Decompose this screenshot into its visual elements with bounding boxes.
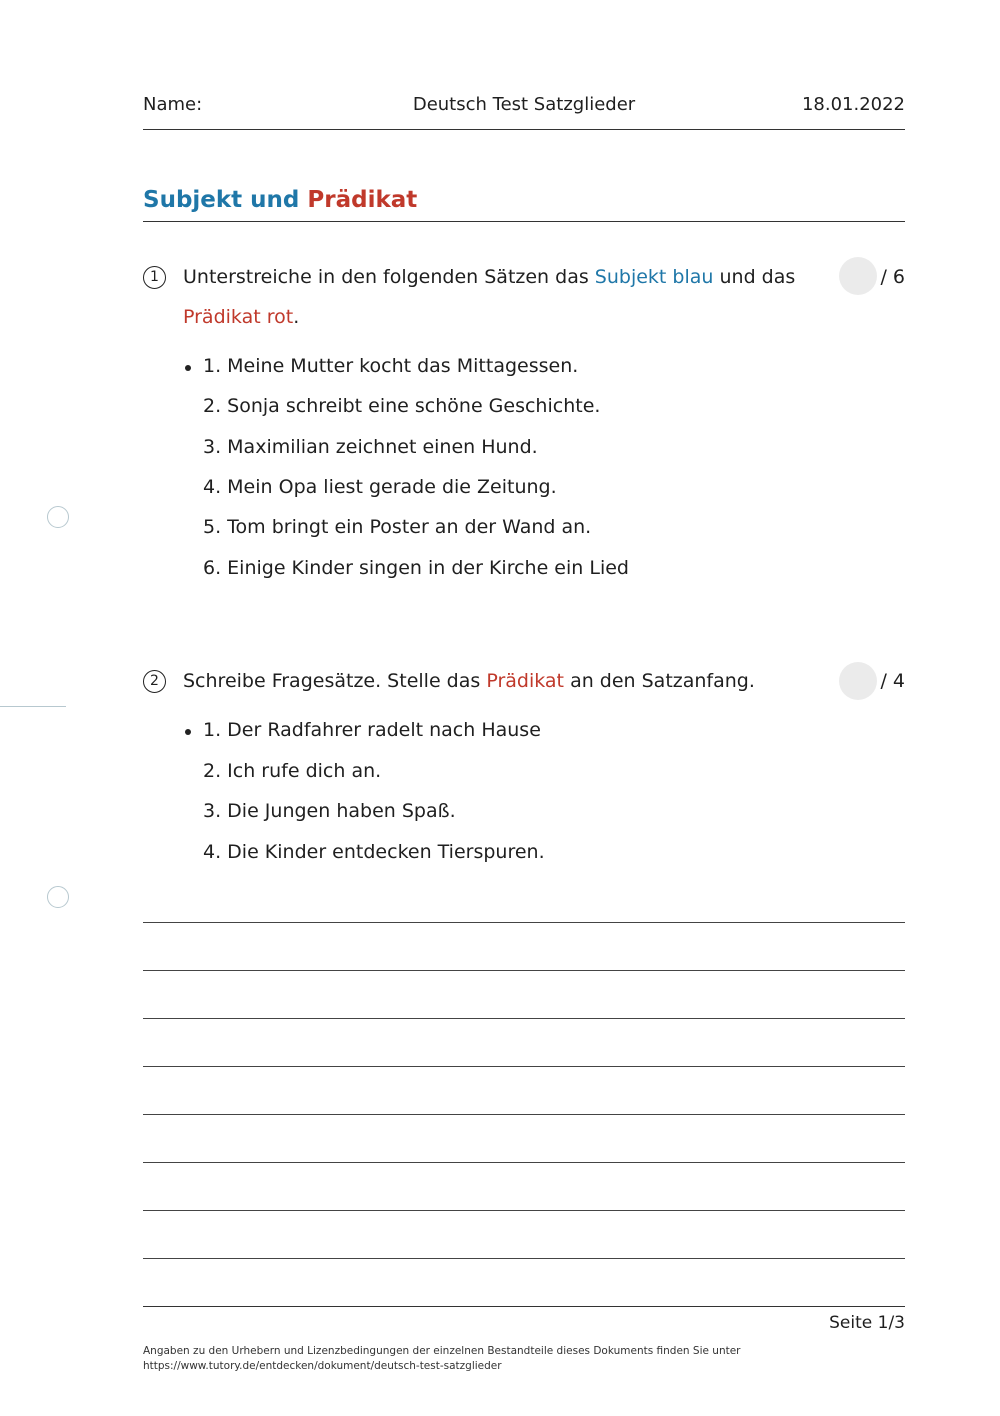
document-date: 18.01.2022	[801, 94, 905, 115]
header-divider	[143, 129, 905, 130]
writing-line[interactable]	[143, 922, 905, 923]
list-item: 3. Die Jungen haben Spaß.	[203, 800, 456, 822]
score-field[interactable]	[839, 257, 877, 295]
instruction-text: und das	[719, 266, 796, 288]
bullet-icon	[185, 729, 191, 735]
writing-line[interactable]	[143, 1066, 905, 1067]
task-number-circle: 2	[143, 670, 166, 693]
section-divider	[143, 221, 905, 222]
page-number: Seite 1/3	[829, 1313, 905, 1333]
task-2	[143, 661, 905, 701]
name-label: Name:	[143, 94, 203, 115]
task-1-max-score: / 6	[880, 266, 905, 288]
task-2-instruction	[183, 661, 803, 701]
license-note	[143, 1344, 743, 1374]
instruction-text: Schreibe Fragesätze. Stelle das	[183, 670, 481, 692]
footer-divider	[143, 1306, 905, 1307]
writing-line[interactable]	[143, 970, 905, 971]
list-item: 4. Die Kinder entdecken Tierspuren.	[203, 841, 545, 863]
instruction-subject: Subjekt blau	[594, 266, 714, 288]
writing-line[interactable]	[143, 1114, 905, 1115]
instruction-text: .	[293, 306, 300, 328]
bullet-icon	[185, 365, 191, 371]
score-field[interactable]	[839, 662, 877, 700]
instruction-predicate: Prädikat rot	[183, 306, 294, 328]
writing-line[interactable]	[143, 1162, 905, 1163]
list-item: 1. Meine Mutter kocht das Mittagessen.	[203, 355, 579, 377]
list-item: 3. Maximilian zeichnet einen Hund.	[203, 436, 538, 458]
task-1	[143, 257, 905, 337]
section-title-predicate: Prädikat	[307, 187, 418, 213]
section-title	[143, 187, 417, 213]
list-item: 2. Sonja schreibt eine schöne Geschichte.	[203, 395, 601, 417]
punch-hole-marker	[47, 886, 69, 908]
writing-line[interactable]	[143, 1258, 905, 1259]
list-item: 5. Tom bringt ein Poster an der Wand an.	[203, 516, 592, 538]
list-item: 6. Einige Kinder singen in der Kirche ein Lied	[203, 557, 629, 579]
license-note-url[interactable]: https://www.tutory.de/entdecken/dokument/deutsch-test-satzglieder	[143, 1360, 502, 1372]
list-item: 2. Ich rufe dich an.	[203, 760, 382, 782]
list-item: 1. Der Radfahrer radelt nach Hause	[203, 719, 541, 741]
task-number-circle: 1	[143, 266, 166, 289]
fold-marker	[0, 706, 66, 707]
instruction-text: an den Satzanfang.	[570, 670, 755, 692]
instruction-text: Unterstreiche in den folgenden Sätzen das	[183, 266, 589, 288]
punch-hole-marker	[47, 506, 69, 528]
task-2-max-score: / 4	[880, 670, 905, 692]
list-item: 4. Mein Opa liest gerade die Zeitung.	[203, 476, 557, 498]
section-title-subject: Subjekt und	[143, 187, 300, 213]
writing-line[interactable]	[143, 1210, 905, 1211]
instruction-predicate: Prädikat	[486, 670, 565, 692]
page-header	[143, 94, 905, 118]
task-1-instruction	[183, 257, 803, 337]
document-title: Deutsch Test Satzglieder	[412, 94, 636, 115]
writing-line[interactable]	[143, 1018, 905, 1019]
license-note-line: Angaben zu den Urhebern und Lizenzbedingungen der einzelnen Bestandteile dieses Dokuments finden Sie unter	[143, 1345, 741, 1357]
